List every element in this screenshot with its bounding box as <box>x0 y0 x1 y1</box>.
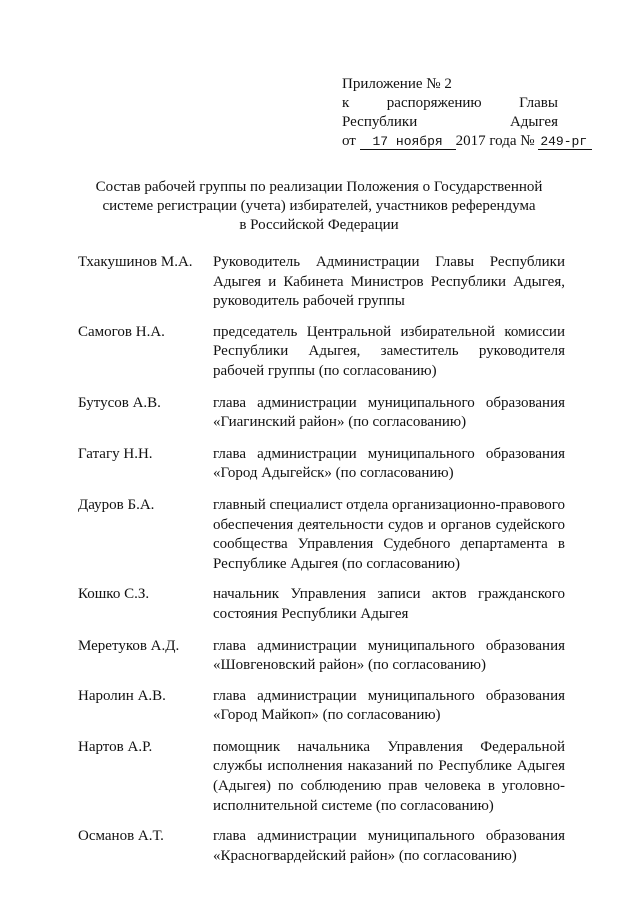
member-entry <box>78 253 566 312</box>
member-entry <box>78 496 566 574</box>
members-list <box>78 253 566 866</box>
adygea-word: Адыгея <box>509 114 558 130</box>
appendix-number: Приложение № 2 <box>342 76 452 92</box>
member-name: Меретуков А.Д. <box>78 637 180 654</box>
member-entry <box>78 394 566 433</box>
member-name: Кошко С.З. <box>78 586 150 603</box>
appendix-date-line <box>342 132 588 151</box>
member-role: глава администрации муниципального образования «Город Адыгейск» (по согласованию) <box>213 445 565 482</box>
member-entry <box>78 585 566 624</box>
member-role: главный специалист отдела организационно-правового обеспечения деятельности судов и органов судейского сообщества Управления Судебного департамента в Республике Адыгея (по согласованию) <box>213 496 565 572</box>
date-stamp: 17 ноября <box>360 135 456 150</box>
member-role: глава администрации муниципального образования «Город Майкоп» (по согласованию) <box>213 687 565 724</box>
member-name: Самогов Н.А. <box>78 323 165 340</box>
member-entry <box>78 738 566 816</box>
member-role: глава администрации муниципального образования «Гиагинский район» (по согласованию) <box>213 394 565 431</box>
member-role: Руководитель Администрации Главы Республики Адыгея и Кабинета Министров Республики Адыгея, руководитель рабочей группы <box>213 254 565 310</box>
appendix-republic-line <box>342 113 558 132</box>
member-name: Османов А.Т. <box>78 828 164 845</box>
member-name: Нартов А.Р. <box>78 738 153 755</box>
member-name: Бутусов А.В. <box>78 394 161 411</box>
member-role: помощник начальника Управления Федеральной службы исполнения наказаний по Республике Адыгея (Адыгея) по соблюдению прав человека в уголовно-исполнительной системе (по согласованию) <box>213 738 565 814</box>
appendix-header <box>342 75 588 151</box>
head-word: Главы <box>519 95 558 111</box>
from-word: от <box>342 133 356 149</box>
document-title <box>78 178 560 235</box>
order-word: распоряжению <box>386 95 482 111</box>
member-name: Тхакушинов М.А. <box>78 254 193 270</box>
number-stamp: 249-рг <box>538 135 592 150</box>
member-role: председатель Центральной избирательной комиссии Республики Адыгея, заместитель руководителя рабочей группы (по согласованию) <box>213 323 565 379</box>
member-entry <box>78 323 566 382</box>
member-name: Наролин А.В. <box>78 687 166 704</box>
to-word: к <box>342 95 350 111</box>
member-entry <box>78 445 566 484</box>
member-role: глава администрации муниципального образования «Шовгеновский район» (по согласованию) <box>213 637 565 674</box>
appendix-order-line <box>342 94 558 113</box>
member-role: начальник Управления записи актов гражданского состояния Республики Адыгея <box>213 586 565 622</box>
member-role: глава администрации муниципального образования «Красногвардейский район» (по согласованию) <box>213 828 565 864</box>
member-entry <box>78 687 566 726</box>
title-line-3: в Российской Федерации <box>239 217 399 233</box>
member-name: Гатагу Н.Н. <box>78 445 153 462</box>
member-entry <box>78 827 566 866</box>
year-text: 2017 года № <box>455 133 535 149</box>
member-name: Дауров Б.А. <box>78 496 155 513</box>
member-entry <box>78 637 566 676</box>
title-line-1: Состав рабочей группы по реализации Положения о Государственной <box>95 179 543 195</box>
republic-word: Республики <box>342 114 418 130</box>
title-line-2: системе регистрации (учета) избирателей, участников референдума <box>102 198 536 214</box>
